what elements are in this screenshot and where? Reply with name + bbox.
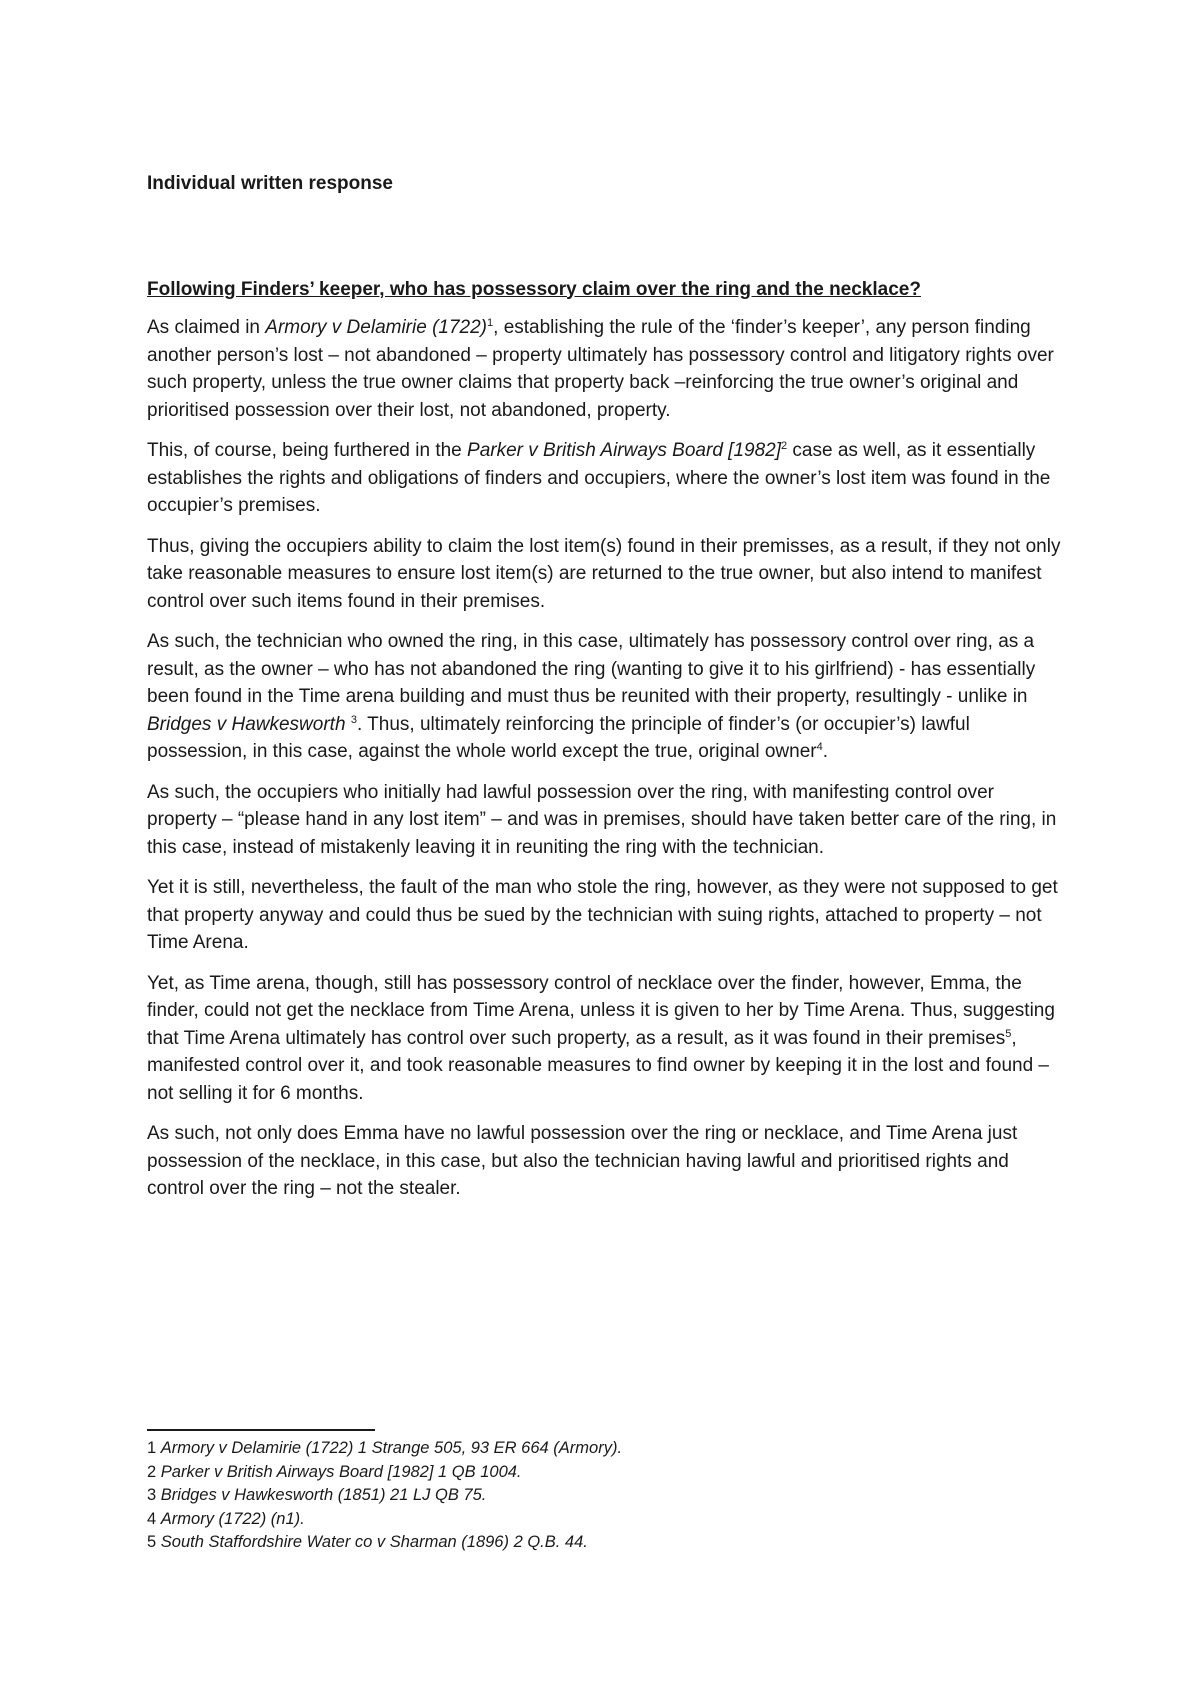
footnotes bbox=[147, 1437, 1067, 1555]
paragraph bbox=[147, 314, 1067, 424]
footnote-text: Bridges v Hawkesworth (1851) 21 LJ QB 75. bbox=[160, 1486, 487, 1504]
paragraph bbox=[147, 628, 1067, 766]
footnote-number: 2 bbox=[147, 1462, 157, 1481]
paragraph-text: . Thus, ultimately reinforcing the principle of finder’s (or occupier’s) lawful possession, in this case, against the whole world except the true, original owner bbox=[147, 713, 970, 762]
footnote-reference: 1 bbox=[487, 317, 494, 329]
case-citation: Armory v Delamirie (1722) bbox=[265, 317, 488, 338]
footnote bbox=[147, 1484, 1067, 1508]
question-heading: Following Finders’ keeper, who has possessory claim over the ring and the necklace? bbox=[147, 278, 921, 300]
paragraph-text: , establishing the rule of the ‘finder’s keeper’, any person finding another person’s lost – not abandoned – property ultimately has possessory control and litigatory rights over such property, unless the true owner claims that property back –reinforcing the true owner’s original and prioritised possession over their lost, not abandoned, property. bbox=[147, 317, 1054, 421]
paragraph-text: case as well, as it essentially establishes the rights and obligations of finders and occupiers, where the owner’s lost item was found in the occupier’s premises. bbox=[147, 440, 1051, 516]
paragraph-text: This, of course, being furthered in the bbox=[147, 440, 468, 461]
footnote-number: 5 bbox=[147, 1533, 157, 1551]
footnote-text: Parker v British Airways Board [1982] 1 QB 1004. bbox=[160, 1462, 522, 1481]
footnote-number: 3 bbox=[147, 1486, 157, 1504]
paragraph bbox=[147, 437, 1067, 520]
paragraph bbox=[147, 779, 1067, 862]
footnote-number: 4 bbox=[147, 1509, 157, 1528]
paragraph-text: As claimed in bbox=[147, 317, 266, 338]
footnote-text: South Staffordshire Water co v Sharman (1896) 2 Q.B. 44. bbox=[160, 1533, 588, 1551]
footnote-reference: 5 bbox=[1005, 1027, 1012, 1040]
footnote-text: Armory v Delamirie (1722) 1 Strange 505, 93 ER 664 (Armory). bbox=[160, 1439, 623, 1457]
paragraph bbox=[147, 874, 1067, 957]
paragraph-text: As such, not only does Emma have no lawful possession over the ring or necklace, and Time Arena just possession of the necklace, in this case, but also the technician having lawful and prioritised rights and control over the ring – not the stealer. bbox=[147, 1123, 1018, 1199]
footnote-reference: 2 bbox=[781, 440, 788, 452]
paragraph-text: As such, the technician who owned the ring, in this case, ultimately has possessory control over ring, as a result, as the owner – who has not abandoned the ring (wanting to give it to his girlfriend) - has essentially been found in the Time arena building and must thus be reunited with their property, resultingly - unlike in bbox=[147, 631, 1036, 707]
footnote-text: Armory (1722) (n1). bbox=[160, 1509, 305, 1528]
paragraph-text: As such, the occupiers who initially had lawful possession over the ring, with manifesting control over property – “please hand in any lost item” – and was in premises, should have taken better care of the ring, in this case, instead of mistakenly leaving it in reuniting the ring with the technician. bbox=[147, 781, 1057, 858]
document-title: Individual written response bbox=[147, 173, 393, 194]
footnote bbox=[147, 1461, 1067, 1485]
footnote-reference: 3 bbox=[350, 713, 357, 726]
footnote-number: 1 bbox=[147, 1439, 157, 1457]
footnote-separator bbox=[147, 1429, 375, 1431]
footnote bbox=[147, 1508, 1067, 1532]
paragraph bbox=[147, 533, 1067, 616]
footnote-reference: 4 bbox=[816, 741, 823, 753]
paragraph-text: Thus, giving the occupiers ability to claim the lost item(s) found in their premisses, as a result, if they not only take reasonable measures to ensure lost item(s) are returned to the true owner, but also intend to manifest control over such items found in their premises. bbox=[147, 535, 1061, 612]
paragraph bbox=[147, 1120, 1067, 1203]
case-citation: Bridges v Hawkesworth bbox=[147, 713, 346, 735]
case-citation: Parker v British Airways Board [1982] bbox=[467, 440, 781, 461]
footnote bbox=[147, 1437, 1067, 1461]
paragraph-text: Yet, as Time arena, though, still has possessory control of necklace over the finder, however, Emma, the finder, could not get the necklace from Time Arena, unless it is given to her by Time Arena. Thus, suggesting that Time Arena ultimately has control over such property, as a result, as it was found in their premises bbox=[147, 972, 1055, 1049]
footnote bbox=[147, 1531, 1067, 1555]
paragraph-text: Yet it is still, nevertheless, the fault of the man who stole the ring, however, as they were not supposed to get that property anyway and could thus be sued by the technician with suing rights, attached to property – not Time Arena. bbox=[147, 877, 1058, 953]
paragraph-text: . bbox=[822, 741, 828, 762]
document-body bbox=[147, 170, 1067, 1203]
paragraph-text: , manifested control over it, and took reasonable measures to find owner by keeping it in the lost and found – not selling it for 6 months. bbox=[147, 1027, 1049, 1104]
paragraph bbox=[147, 970, 1067, 1108]
